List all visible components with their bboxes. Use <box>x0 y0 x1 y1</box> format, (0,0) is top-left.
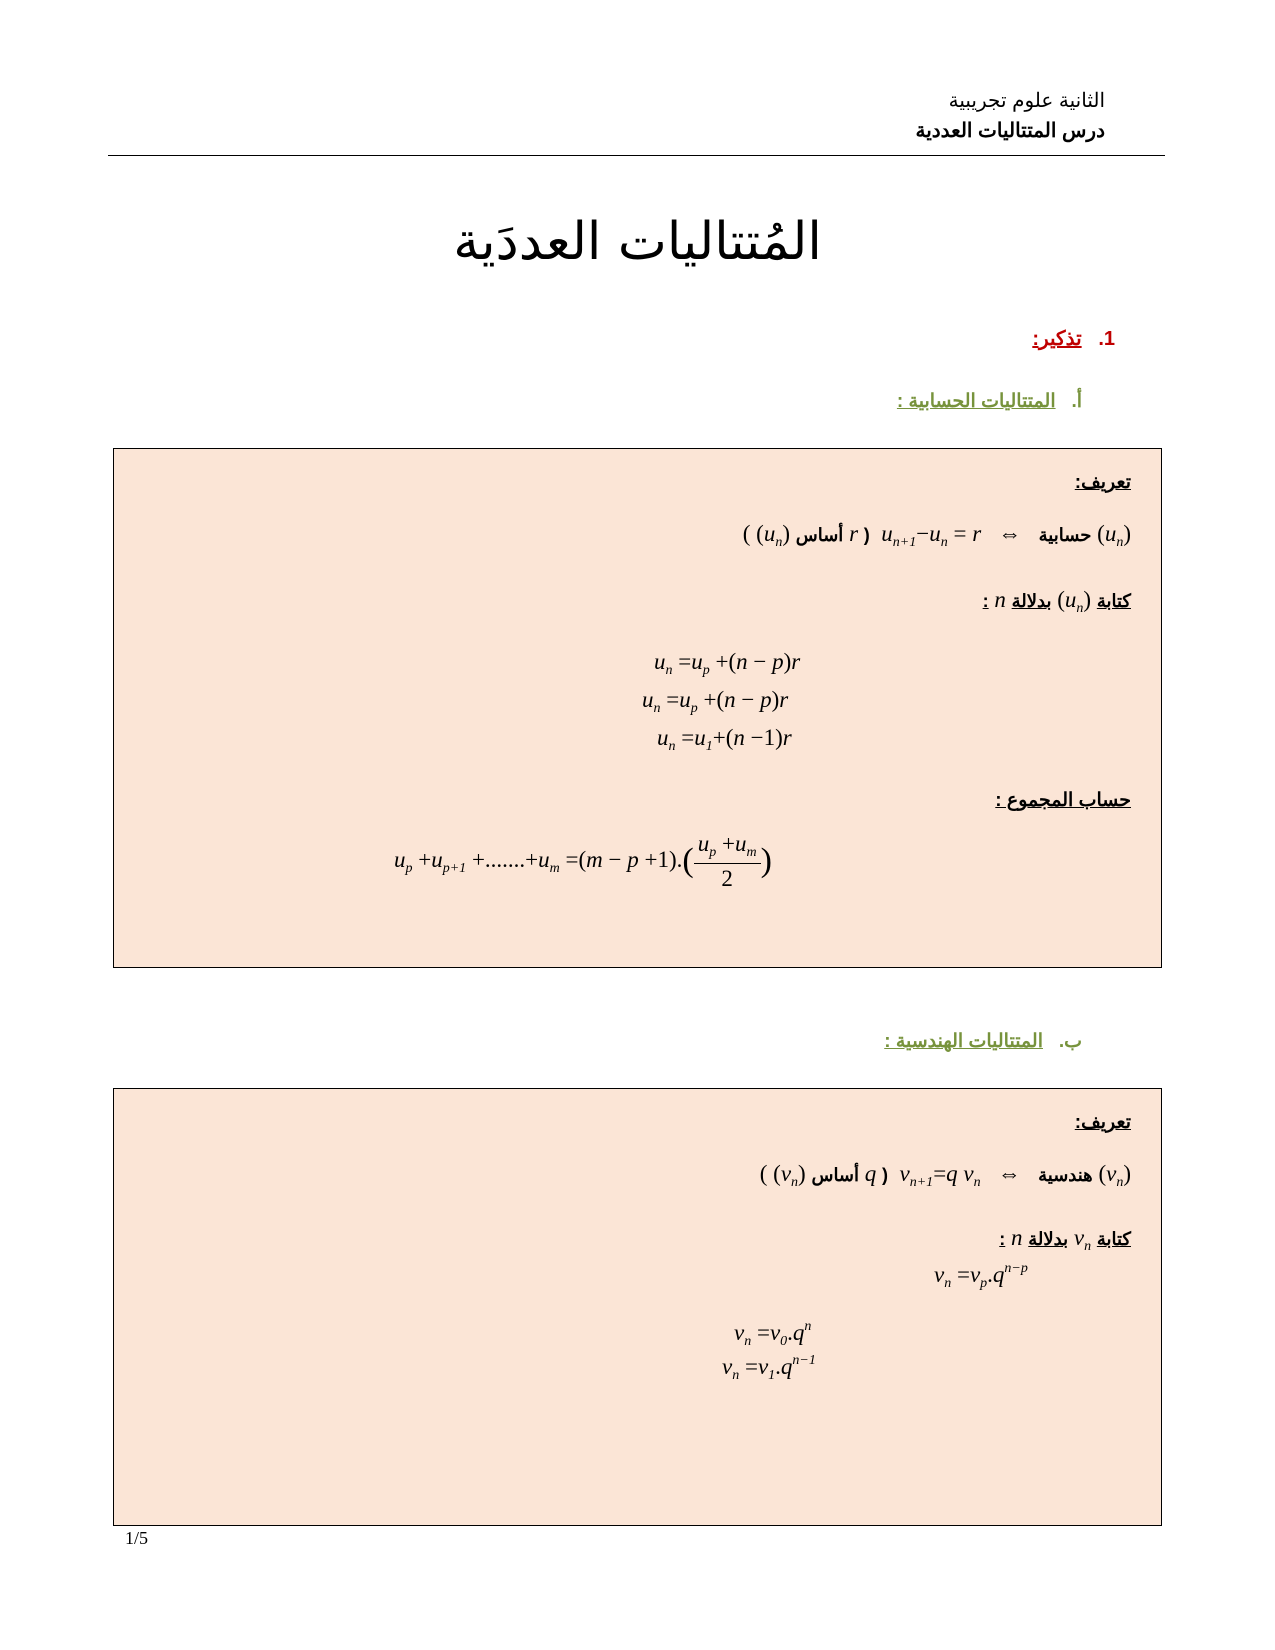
subsection-arithmetic-heading <box>897 390 1082 413</box>
header-class-label: الثانية علوم تجريبية <box>948 90 1105 112</box>
subsection-label: المتتاليات الهندسية : <box>884 1031 1043 1052</box>
subsection-geometric-heading <box>884 1030 1082 1053</box>
arithmetic-definition-formula: ( $(u_n)$ أساس r ) $u_{n+1}-u_n = r$ ⇔ حسابية $(u_n)$ <box>742 521 1131 550</box>
geometric-general-term-3: $v_n =v_1.q^{n-1}$ <box>722 1353 816 1383</box>
header-lesson-title: درس المتتاليات العددية <box>915 120 1105 142</box>
section-label: تذكير: <box>1032 328 1082 350</box>
subsection-letter: ب. <box>1058 1031 1082 1052</box>
geometric-general-term-2: $v_n =v_0.q^n$ <box>734 1319 812 1349</box>
geometric-definition-formula: ( $(v_n)$ أساس q ) $v_{n+1}=q$ $v_n$ ⇔ هندسية $(v_n)$ <box>759 1161 1131 1190</box>
definition-heading: تعريف: <box>1074 1112 1131 1133</box>
section-number: 1. <box>1098 328 1115 350</box>
basis-word: أساس <box>811 1165 860 1185</box>
arithmetic-general-term-3: $u_n =u_1+(n -1)r$ <box>657 725 792 754</box>
arithmetic-definition-box <box>113 448 1162 968</box>
subsection-letter: أ. <box>1071 391 1082 412</box>
arithmetic-general-term-2: $u_n =u_p +(n - p)r$ <box>642 687 789 716</box>
arithmetic-general-term-1: $u_n =u_p +(n - p)r$ <box>654 649 801 678</box>
geometric-general-term-1: $v_n =v_p.q^{n-p}$ <box>934 1261 1028 1291</box>
page-number: 1/5 <box>125 1528 149 1548</box>
section-reminder-heading <box>1032 326 1115 351</box>
header-divider <box>108 155 1165 156</box>
subsection-label: المتتاليات الحسابية : <box>896 391 1056 412</box>
arithmetic-word: حسابية <box>1038 525 1092 545</box>
definition-heading: تعريف: <box>1074 472 1131 493</box>
arithmetic-sum-formula: $u_p +u_{p+1} +.......+u_m =(m - p +1)$.( $\frac{u_p +u_m}{2}$ ) <box>394 831 772 891</box>
page-title: المُتتاليات العددَية <box>453 212 822 272</box>
sum-heading: حساب المجموع : <box>995 790 1131 811</box>
geometric-word: هندسية <box>1038 1165 1093 1185</box>
geometric-definition-box <box>113 1088 1162 1526</box>
arithmetic-writing-heading: : n بدلالة $(u_n)$ كتابة <box>982 587 1131 616</box>
basis-word: أساس <box>795 525 844 545</box>
geometric-writing-heading: : n بدلالة $v_n$ كتابة <box>999 1225 1131 1254</box>
